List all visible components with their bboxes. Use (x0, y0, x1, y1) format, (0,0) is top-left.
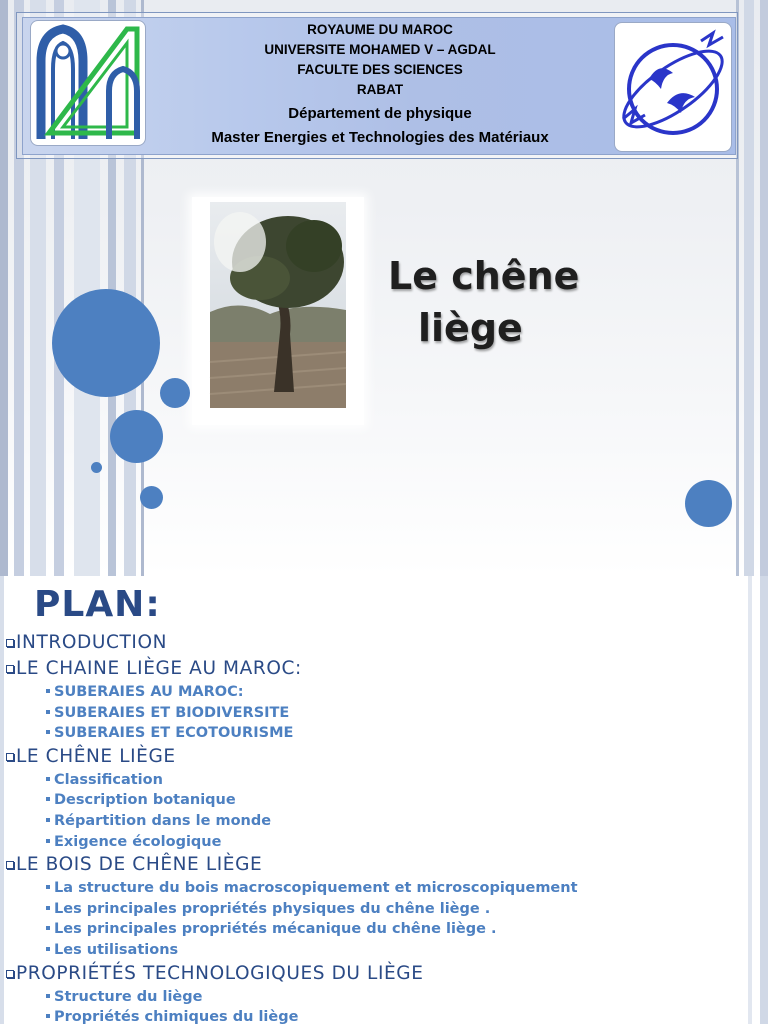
plan-title: PLAN: (34, 584, 161, 625)
plan-subitem (6, 770, 746, 791)
plan-section (6, 961, 746, 987)
plan-subitem (6, 703, 746, 724)
square-bullet-icon (46, 710, 50, 714)
header-line: ROYAUME DU MAROC (307, 22, 453, 37)
plan-item-text: PROPRIÉTÉS TECHNOLOGIQUES DU LIÈGE (16, 962, 424, 984)
decorative-stripe (744, 0, 754, 576)
decorative-circle (52, 289, 160, 397)
plan-item-text: Les principales propriétés mécanique du chêne liège . (54, 921, 497, 938)
decorative-stripe (0, 0, 8, 576)
square-bullet-icon (46, 947, 50, 951)
plan-subitem (6, 682, 746, 703)
header-department: Département de physique (288, 105, 472, 122)
plan-item-text: Propriétés chimiques du liège (54, 1009, 299, 1026)
title-line-1: Le chêne (388, 254, 580, 298)
square-bullet-icon (46, 777, 50, 781)
plan-subitem (6, 899, 746, 920)
header-master: Master Energies et Technologies des Matériaux (211, 129, 549, 146)
decorative-circle (160, 378, 190, 408)
plan-item-text: La structure du bois macroscopiquement et microscopiquement (54, 880, 578, 897)
checkbox-bullet-icon (6, 639, 14, 647)
header-text (160, 20, 600, 150)
square-bullet-icon (46, 797, 50, 801)
decorative-circle (91, 462, 102, 473)
plan-subitem (6, 832, 746, 853)
decorative-stripe (748, 576, 752, 1024)
plan-subitem (6, 790, 746, 811)
title-line-2: liège (418, 306, 523, 350)
decorative-circle (140, 486, 163, 509)
plan-subitem (6, 723, 746, 744)
plan-item-text: LE CHAINE LIÈGE AU MAROC: (16, 658, 302, 679)
square-bullet-icon (46, 926, 50, 930)
plan-subitem (6, 878, 746, 899)
square-bullet-icon (46, 906, 50, 910)
plan-subitem (6, 940, 746, 961)
square-bullet-icon (46, 818, 50, 822)
square-bullet-icon (46, 689, 50, 693)
cork-oak-photo (192, 197, 364, 425)
plan-item-text: Les utilisations (54, 941, 179, 958)
plan-item-text: LE CHÊNE LIÈGE (16, 745, 176, 767)
header-line: RABAT (356, 82, 404, 97)
plan-item-text: SUBERAIES ET ECOTOURISME (54, 725, 294, 742)
plan-list (6, 630, 746, 1028)
plan-subitem (6, 919, 746, 940)
square-bullet-icon (46, 994, 50, 998)
plan-item-text: Exigence écologique (54, 833, 222, 850)
decorative-stripe (760, 0, 768, 576)
plan-subitem (6, 987, 746, 1008)
plan-item-text: LE BOIS DE CHÊNE LIÈGE (16, 854, 263, 876)
checkbox-bullet-icon (6, 753, 14, 761)
plan-subitem (6, 811, 746, 832)
plan-item-text: Classification (54, 771, 163, 788)
decorative-circle (110, 410, 163, 463)
checkbox-bullet-icon (6, 665, 14, 673)
university-logo (30, 20, 146, 146)
slide-title (370, 250, 600, 354)
plan-section (6, 630, 746, 656)
checkbox-bullet-icon (6, 970, 14, 978)
decorative-stripe (760, 576, 768, 1024)
plan-section (6, 744, 746, 770)
plan-item-text: Structure du liège (54, 988, 203, 1005)
decorative-stripe (0, 576, 4, 1024)
plan-item-text: SUBERAIES AU MAROC: (54, 684, 244, 700)
physics-department-logo (614, 22, 732, 152)
plan-section (6, 656, 746, 682)
plan-section (6, 852, 746, 878)
decorative-circle (685, 480, 732, 527)
header-line: FACULTE DES SCIENCES (297, 62, 463, 77)
square-bullet-icon (46, 1014, 50, 1018)
square-bullet-icon (46, 839, 50, 843)
plan-slide (0, 576, 768, 1024)
plan-item-text: SUBERAIES ET BIODIVERSITE (54, 704, 290, 721)
header-line: UNIVERSITE MOHAMED V – AGDAL (264, 42, 496, 57)
square-bullet-icon (46, 730, 50, 734)
plan-item-text: Les principales propriétés physiques du chêne liège . (54, 900, 491, 917)
square-bullet-icon (46, 885, 50, 889)
plan-item-text: Description botanique (54, 792, 236, 809)
plan-item-text: INTRODUCTION (16, 632, 168, 653)
plan-subitem (6, 1007, 746, 1028)
checkbox-bullet-icon (6, 861, 14, 869)
plan-item-text: Répartition dans le monde (54, 812, 272, 829)
